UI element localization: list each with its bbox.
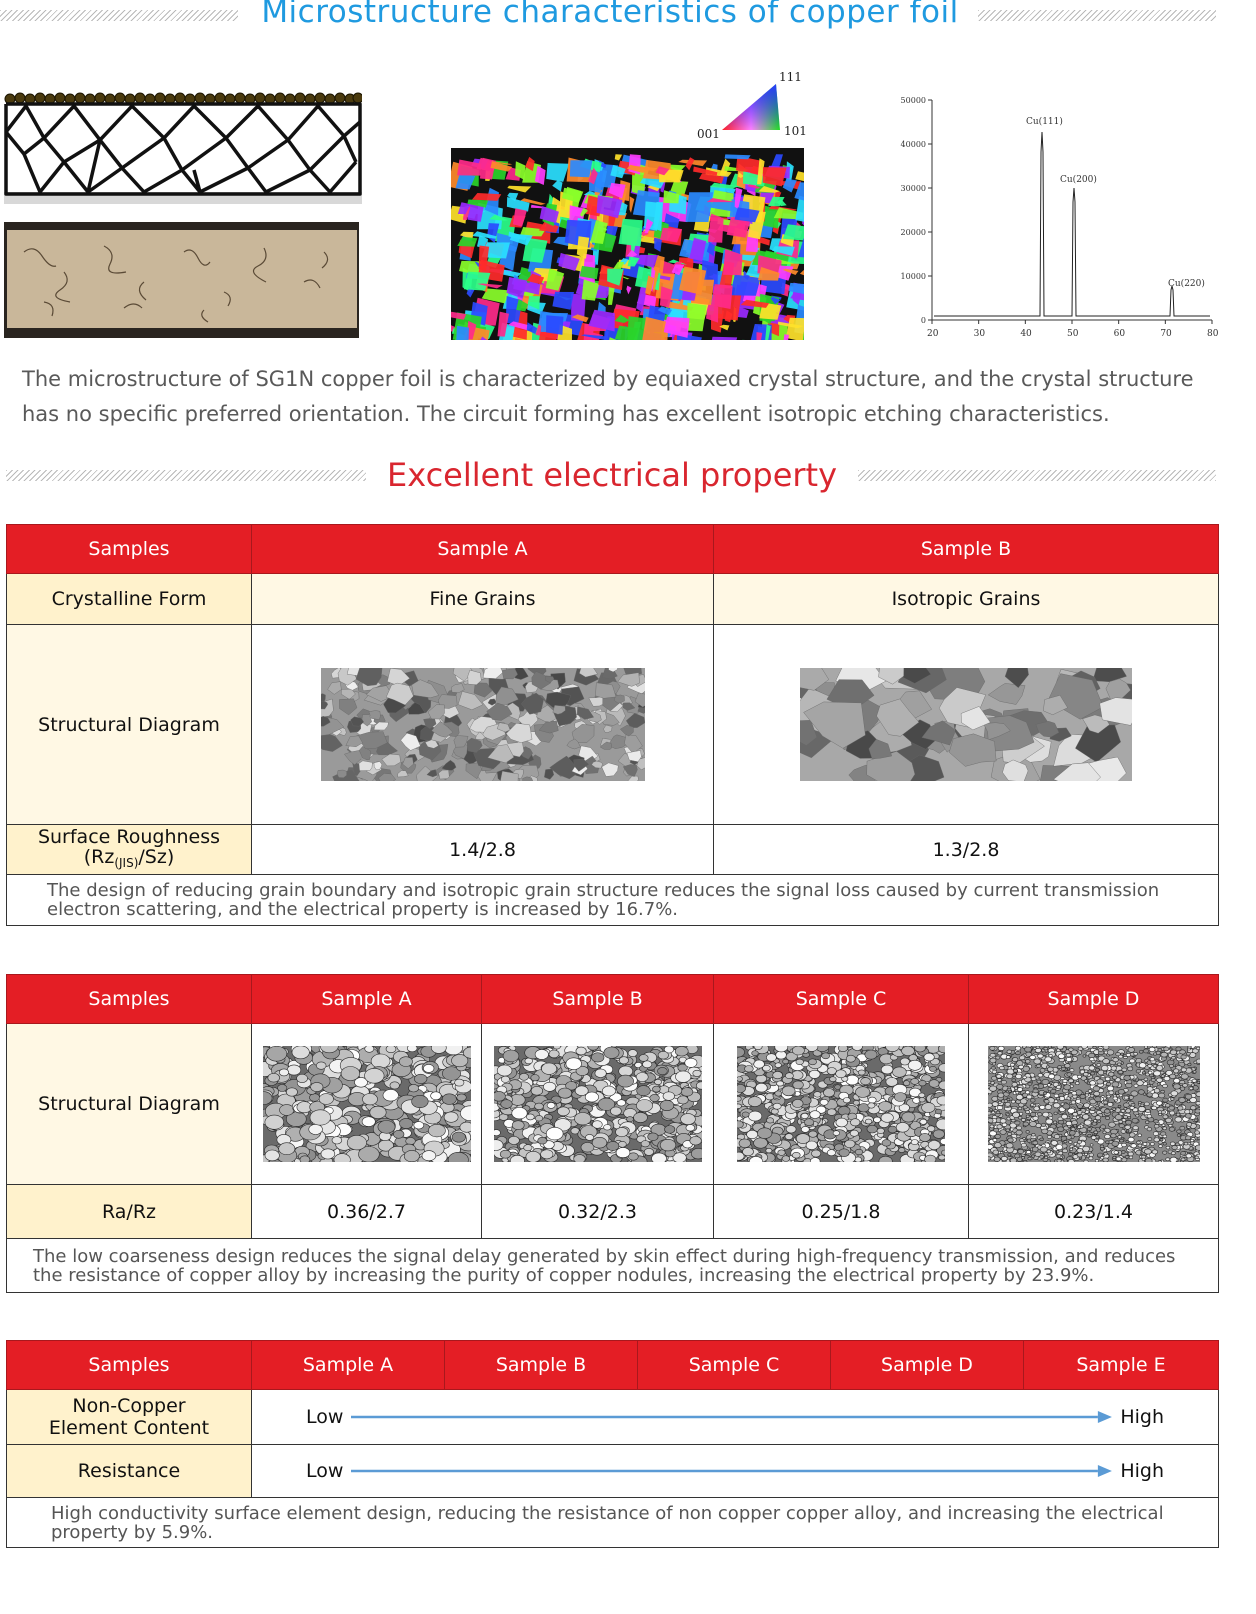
resistance-trend <box>252 1460 1218 1482</box>
ipf-color-key-triangle <box>720 84 782 132</box>
sem-micrograph-c <box>737 1046 945 1162</box>
xrd-x-tick-label: 20 <box>927 329 939 339</box>
xrd-x-tick-label: 40 <box>1020 329 1032 339</box>
xrd-peak-label-220: Cu(220) <box>1168 279 1205 289</box>
trend-high-label: High <box>1120 1460 1164 1482</box>
xrd-x-tick-label: 30 <box>973 329 986 339</box>
resistance-trend-cell <box>252 1445 1219 1498</box>
ra-value-d: 0.23/1.4 <box>969 1185 1219 1239</box>
ra-value-b: 0.32/2.3 <box>482 1185 714 1239</box>
header-sample-b: Sample B <box>482 975 714 1024</box>
section-title-electrical: Excellent electrical property <box>386 456 838 494</box>
row-label-resistance: Resistance <box>7 1445 252 1498</box>
structural-diagram-a <box>252 625 714 825</box>
header-sample-d: Sample D <box>969 975 1219 1024</box>
ra-value-c: 0.25/1.8 <box>714 1185 969 1239</box>
surface-roughness-unit <box>7 847 251 873</box>
unit-prefix: (Rz <box>83 845 115 868</box>
label-line-1: Non-Copper <box>72 1395 186 1417</box>
table3-note: High conductivity surface element design, reducing the resistance of non copper copper alloy, and increasing the electrical property by 5.9%. <box>7 1498 1219 1548</box>
label-line-2: Element Content <box>48 1417 210 1439</box>
header-sample-e: Sample E <box>1024 1341 1219 1390</box>
crystalline-value-b: Isotropic Grains <box>714 574 1219 625</box>
trend-arrow <box>351 1410 1112 1424</box>
header-sample-c: Sample C <box>714 975 969 1024</box>
sem-micrograph-a <box>263 1046 471 1162</box>
xrd-pattern-chart <box>900 92 1220 342</box>
trend-arrow <box>351 1464 1112 1478</box>
roughness-comparison-table <box>6 974 1219 1293</box>
sem-micrograph-b <box>494 1046 702 1162</box>
structural-diagram-b <box>714 625 1219 825</box>
roughness-value-b: 1.3/2.8 <box>714 825 1219 875</box>
header-sample-a: Sample A <box>252 1341 445 1390</box>
grain-schematic-diagram <box>4 92 362 206</box>
xrd-y-tick-label: 50000 <box>900 96 926 105</box>
header-sample-c: Sample C <box>638 1341 831 1390</box>
header-sample-a: Sample A <box>252 975 482 1024</box>
unit-subscript: (JIS) <box>114 855 139 870</box>
header-sample-b: Sample B <box>714 525 1219 574</box>
xrd-y-tick-label: 10000 <box>900 272 926 281</box>
header-sample-a: Sample A <box>252 525 714 574</box>
crystalline-value-a: Fine Grains <box>252 574 714 625</box>
sem-diagram-d <box>969 1024 1219 1185</box>
title-decor-right <box>978 10 1216 21</box>
grain-comparison-table <box>6 524 1219 926</box>
title-decor-right <box>858 470 1216 481</box>
row-label-non-copper-content <box>7 1390 252 1445</box>
roughness-value-a: 1.4/2.8 <box>252 825 714 875</box>
row-label-structural-diagram: Structural Diagram <box>7 1024 252 1185</box>
table2-note: The low coarseness design reduces the signal delay generated by skin effect during high-frequency transmission, and reduces the resistance of copper alloy by increasing the purity of copper nodules, increasing the electrical property by 23.9%. <box>7 1239 1219 1293</box>
header-samples: Samples <box>7 525 252 574</box>
sem-diagram-c <box>714 1024 969 1185</box>
ebsd-orientation-map <box>451 148 804 340</box>
xrd-x-tick-label: 50 <box>1067 329 1079 339</box>
table1-note: The design of reducing grain boundary and isotropic grain structure reduces the signal loss caused by current transmission electron scattering, and the electrical property is increased by 16.7%. <box>7 875 1219 926</box>
xrd-peak-label-111: Cu(111) <box>1026 117 1063 127</box>
ipf-label-001: 001 <box>697 127 720 141</box>
sem-micrograph-d <box>988 1046 1200 1162</box>
ra-value-a: 0.36/2.7 <box>252 1185 482 1239</box>
trend-high-label: High <box>1120 1406 1164 1428</box>
header-samples: Samples <box>7 975 252 1024</box>
row-label-ra-rz: Ra/Rz <box>7 1185 252 1239</box>
xrd-x-tick-label: 70 <box>1160 329 1172 339</box>
xrd-x-tick-label: 80 <box>1207 329 1219 339</box>
isotropic-grain-micrograph <box>800 668 1132 781</box>
header-sample-d: Sample D <box>831 1341 1024 1390</box>
cross-section-micrograph <box>4 222 359 338</box>
xrd-x-tick-label: 60 <box>1113 329 1126 339</box>
row-label-surface-roughness <box>7 825 252 875</box>
row-label-crystalline-form: Crystalline Form <box>7 574 252 625</box>
row-label-structural-diagram: Structural Diagram <box>7 625 252 825</box>
ipf-label-111: 111 <box>779 70 802 84</box>
trend-low-label: Low <box>306 1460 344 1482</box>
sem-diagram-a <box>252 1024 482 1185</box>
header-sample-b: Sample B <box>445 1341 638 1390</box>
xrd-y-tick-label: 20000 <box>900 228 926 237</box>
non-copper-trend <box>252 1406 1218 1428</box>
xrd-y-tick-label: 40000 <box>900 140 926 149</box>
non-copper-trend-cell <box>252 1390 1219 1445</box>
xrd-y-tick-label: 30000 <box>900 184 926 193</box>
ipf-label-101: 101 <box>784 124 807 138</box>
microstructure-description: The microstructure of SG1N copper foil is characterized by equiaxed crystal structure, and the crystal structure has no specific preferred orientation. The circuit forming has excellent isotropic etching characteristics. <box>22 367 1194 426</box>
element-content-table <box>6 1340 1219 1548</box>
section-title-microstructure: Microstructure characteristics of copper foil <box>261 0 959 30</box>
unit-suffix: /Sz) <box>138 845 175 868</box>
fine-grain-micrograph <box>321 668 645 781</box>
header-samples: Samples <box>7 1341 252 1390</box>
xrd-y-tick-label: 0 <box>920 316 926 325</box>
surface-roughness-title: Surface Roughness <box>37 825 221 848</box>
trend-low-label: Low <box>306 1406 344 1428</box>
xrd-peak-label-200: Cu(200) <box>1060 175 1097 185</box>
sem-diagram-b <box>482 1024 714 1185</box>
